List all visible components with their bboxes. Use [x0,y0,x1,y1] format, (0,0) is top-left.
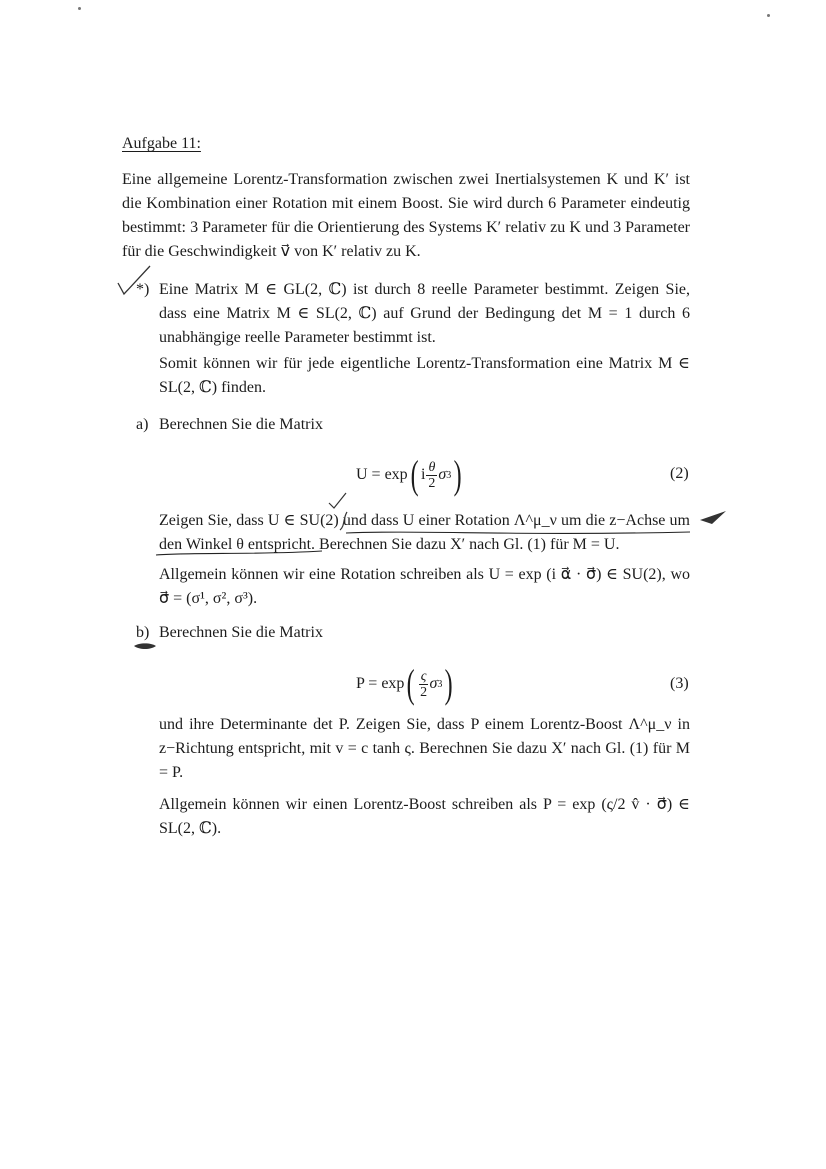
equation-number-2: (2) [670,465,689,482]
pencil-scribble-icon [700,511,726,524]
part-b-text-2: Allgemein können wir einen Lorentz-Boost schreiben als P = exp (ς/2 v̂ · σ⃗) ∈ SL(2, ℂ). [159,796,690,837]
part-b-text-1: und ihre Determinante det P. Zeigen Sie, dass P einem Lorentz-Boost Λ^μ_ν in z−Richtung entspricht, mit v = c tanh ς. Berechnen Sie dazu X′ nach Gl. (1) für M = P. [159,716,690,781]
equation-u-i: i [421,466,426,483]
checkmark-icon [329,493,346,508]
equation-number-3: (3) [670,675,689,692]
fraction-denominator: 2 [428,475,436,491]
paren-right: ) [445,661,454,706]
part-a-text-2: Allgemein können wir eine Rotation schreiben als U = exp (i α⃗ · σ⃗) ∈ SU(2), wo σ⃗ = (σ¹, σ², σ³). [159,566,690,607]
sigma-symbol: σ [438,466,447,483]
paren-right: ) [453,452,462,497]
paren-left: ( [410,452,419,497]
equation-p-lhs: P = exp [356,675,405,692]
part-a-label: a) [136,416,149,433]
part-a-lead: Berechnen Sie die Matrix [159,416,323,433]
fraction-denominator: 2 [420,684,428,700]
equation-u-lhs: U = exp [356,466,408,483]
star-paragraph-2: Somit können wir für jede eigentliche Lorentz-Transformation eine Matrix M ∈ SL(2, ℂ) finden. [159,355,690,396]
sigma-superscript: 3 [446,469,452,481]
checkmark-icon [118,266,150,294]
paren-left: ( [407,661,416,706]
part-b-lead: Berechnen Sie die Matrix [159,624,323,641]
part-a-text-1: Zeigen Sie, dass U ∈ SU(2) und dass U einer Rotation Λ^μ_ν um die z−Achse um den Winkel θ entspricht. Berechnen Sie dazu X′ nach Gl. (1) für M = U. [159,512,690,553]
star-paragraph-1: Eine Matrix M ∈ GL(2, ℂ) ist durch 8 reelle Parameter bestimmt. Zeigen Sie, dass eine Matrix M ∈ SL(2, ℂ) auf Grund der Bedingung det M = 1 durch 6 unabhängige reelle Parameter bestimmt ist. [159,281,690,346]
star-label: *) [136,281,150,298]
underline-mark [156,551,322,555]
sigma-symbol: σ [429,675,438,692]
underline-mark [346,532,690,533]
exercise-heading: Aufgabe 11: [122,135,201,152]
fraction-numerator: θ [428,459,436,475]
fraction-numerator: ς [420,668,427,684]
bracket-mark [340,512,347,530]
sigma-superscript: 3 [437,678,443,690]
intro-paragraph: Eine allgemeine Lorentz-Transformation zwischen zwei Inertialsystemen K und K′ ist die Kombination einer Rotation mit einem Boost. Sie wird durch 6 Parameter eindeutig bestimmt: 3 Parameter für die Orientierung des Systems K′ relativ zu K und 3 Parameter für die Geschwindigkeit v⃗ von K′ relativ zu K. [122,171,690,260]
pencil-scribble-icon [134,643,156,649]
part-b-label: b) [136,624,150,641]
